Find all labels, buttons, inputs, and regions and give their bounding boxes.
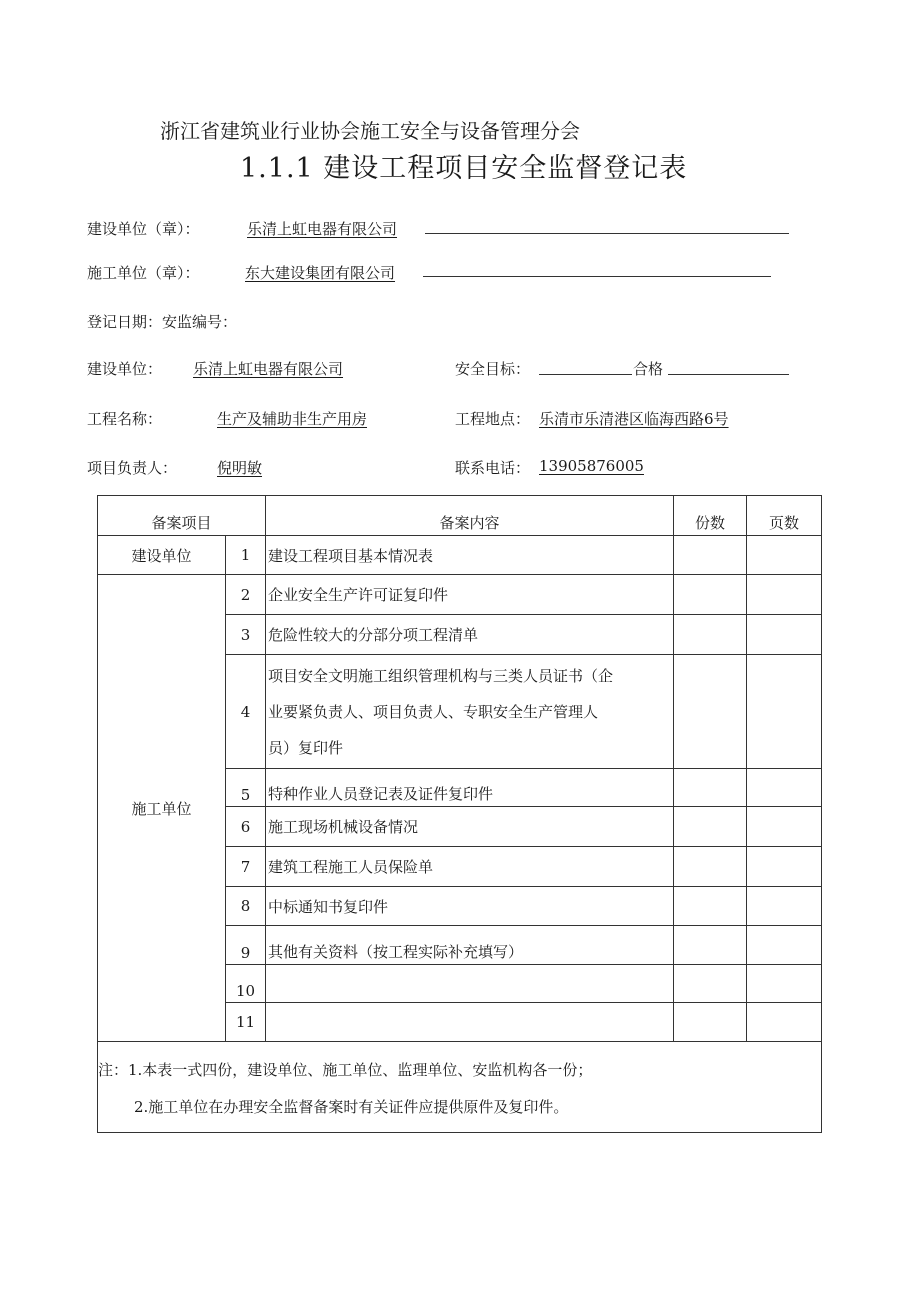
phone-label: 联系电话：	[455, 459, 531, 477]
group-contractor: 施工单位	[98, 575, 226, 1042]
note-line-2: 2.施工单位在办理安全监督备案时有关证件应提供原件及复印件。	[134, 1098, 569, 1116]
row-content: 建设工程项目基本情况表	[266, 536, 674, 575]
table-notes-row	[98, 1042, 822, 1133]
copies-cell[interactable]	[674, 965, 747, 1003]
row-content[interactable]	[266, 1003, 674, 1042]
row-number: 7	[226, 847, 266, 887]
copies-cell[interactable]	[674, 575, 747, 615]
organization-title: 浙江省建筑业行业协会施工安全与设备管理分会	[160, 119, 580, 143]
copies-cell[interactable]	[674, 769, 747, 807]
row-number: 3	[226, 615, 266, 655]
table-row	[98, 575, 822, 615]
pages-cell[interactable]	[747, 887, 822, 926]
row-content: 危险性较大的分部分项工程清单	[266, 615, 674, 655]
pages-cell[interactable]	[747, 1003, 822, 1042]
unit-value: 乐清上虹电器有限公司	[193, 360, 344, 378]
safety-target-line-left	[539, 374, 632, 375]
row-number: 9	[226, 926, 266, 965]
copies-cell[interactable]	[674, 926, 747, 965]
pages-cell[interactable]	[747, 575, 822, 615]
header-copies: 份数	[674, 496, 747, 536]
row-content: 企业安全生产许可证复印件	[266, 575, 674, 615]
row-number: 11	[226, 1003, 266, 1042]
project-name-value: 生产及辅助非生产用房	[217, 410, 368, 428]
pages-cell[interactable]	[747, 536, 822, 575]
copies-cell[interactable]	[674, 847, 747, 887]
copies-cell[interactable]	[674, 1003, 747, 1042]
builder-fill-line	[425, 233, 789, 234]
builder-seal-value: 乐清上虹电器有限公司	[247, 220, 398, 238]
project-manager-value: 倪明敏	[217, 459, 263, 477]
row-number: 8	[226, 887, 266, 926]
row-content: 建筑工程施工人员保险单	[266, 847, 674, 887]
pages-cell[interactable]	[747, 655, 822, 769]
registration-date-label: 登记日期：安监编号：	[87, 313, 238, 331]
row-number: 6	[226, 807, 266, 847]
header-filing-item: 备案项目	[98, 496, 266, 536]
header-filing-content: 备案内容	[266, 496, 674, 536]
pages-cell[interactable]	[747, 769, 822, 807]
safety-target-label: 安全目标：	[455, 360, 531, 378]
row-content: 其他有关资料（按工程实际补充填写）	[266, 926, 674, 965]
copies-cell[interactable]	[674, 655, 747, 769]
row-content: 中标通知书复印件	[266, 887, 674, 926]
safety-target-line-right	[668, 374, 789, 375]
table-notes	[98, 1042, 822, 1133]
note-line-1: 注：1.本表一式四份，建设单位、施工单位、监理单位、安监机构各一份；	[98, 1061, 593, 1079]
pages-cell[interactable]	[747, 965, 822, 1003]
project-name-label: 工程名称：	[87, 410, 163, 428]
copies-cell[interactable]	[674, 615, 747, 655]
project-location-label: 工程地点：	[455, 410, 531, 428]
row-number: 4	[226, 655, 266, 769]
copies-cell[interactable]	[674, 536, 747, 575]
project-manager-label: 项目负责人：	[87, 459, 178, 477]
contractor-fill-line	[423, 276, 771, 277]
row-content[interactable]	[266, 965, 674, 1003]
contractor-seal-label: 施工单位（章）：	[87, 264, 200, 282]
row-number: 5	[226, 769, 266, 807]
unit-label: 建设单位：	[87, 360, 163, 378]
row-content-line: 员）复印件	[268, 738, 344, 757]
row-content	[266, 655, 674, 769]
form-title: 1.1.1 建设工程项目安全监督登记表	[240, 153, 688, 184]
pages-cell[interactable]	[747, 847, 822, 887]
group-builder: 建设单位	[98, 536, 226, 575]
row-content-line: 项目安全文明施工组织管理机构与三类人员证书（企	[268, 666, 614, 685]
table-header-row	[98, 496, 822, 536]
row-number: 2	[226, 575, 266, 615]
header-pages: 页数	[747, 496, 822, 536]
row-content-line: 业要紧负责人、项目负责人、专职安全生产管理人	[268, 702, 599, 721]
copies-cell[interactable]	[674, 807, 747, 847]
contractor-seal-value: 东大建设集团有限公司	[245, 264, 396, 282]
row-number: 10	[226, 965, 266, 1003]
builder-seal-label: 建设单位（章）：	[87, 220, 200, 238]
filing-items-table	[97, 495, 822, 1133]
pages-cell[interactable]	[747, 807, 822, 847]
row-content: 特种作业人员登记表及证件复印件	[266, 769, 674, 807]
pages-cell[interactable]	[747, 615, 822, 655]
project-location-value: 乐清市乐清港区临海西路6号	[539, 410, 729, 428]
row-content: 施工现场机械设备情况	[266, 807, 674, 847]
table-row	[98, 536, 822, 575]
copies-cell[interactable]	[674, 887, 747, 926]
row-number: 1	[226, 536, 266, 575]
safety-target-value: 合格	[633, 360, 664, 378]
phone-value: 13905876005	[539, 457, 644, 475]
pages-cell[interactable]	[747, 926, 822, 965]
